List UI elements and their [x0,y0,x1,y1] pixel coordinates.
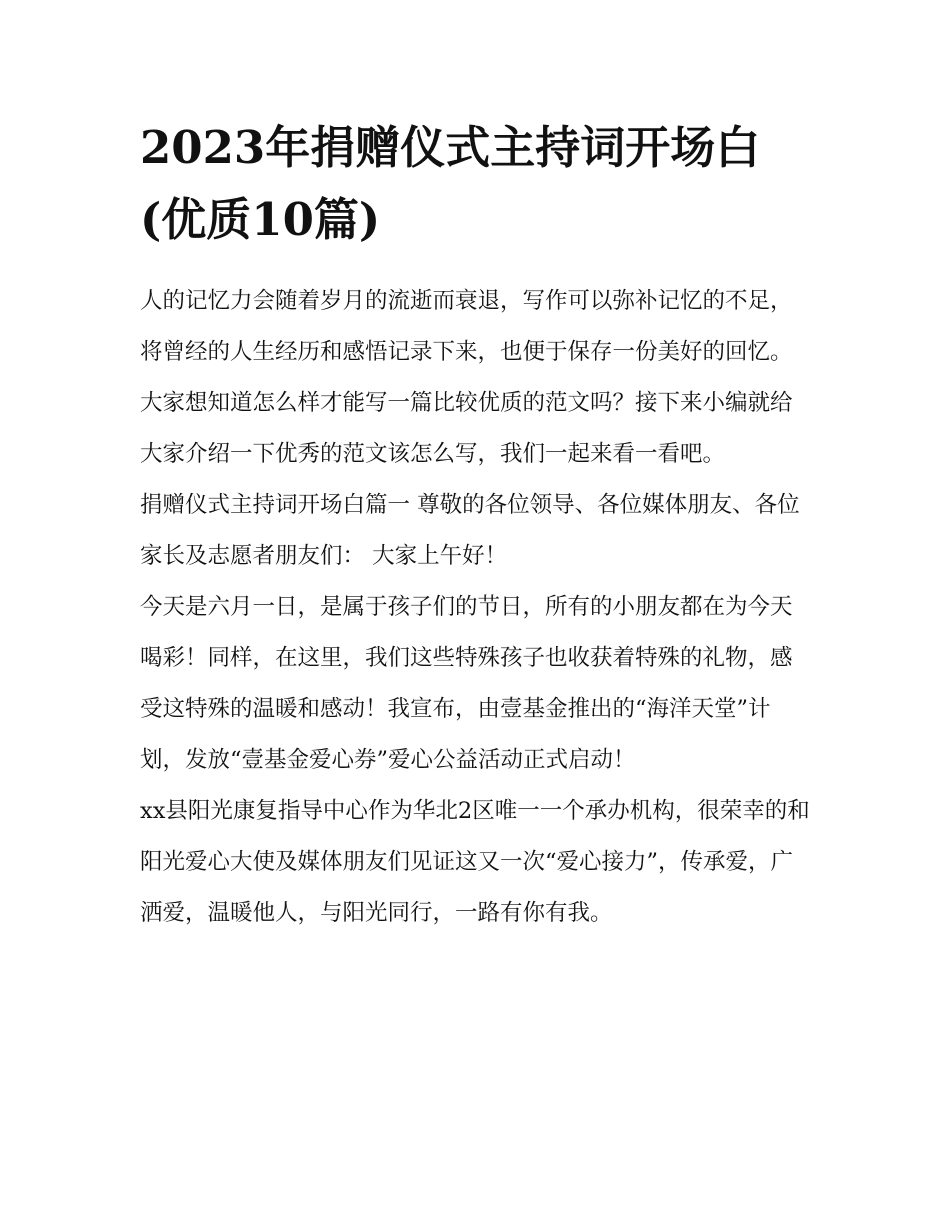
paragraph-launch: 今天是六月一日，是属于孩子们的节日，所有的小朋友都在为今天喝彩！同样，在这里，我们这些特殊孩子也收获着特殊的礼物，感受这特殊的温暖和感动！我宣布，由壹基金推出的“海洋天堂”计划，发放“壹基金爱心券”爱心公益活动正式启动！ [140,594,793,773]
paragraph-center: xx县阳光康复指导中心作为华北2区唯一一个承办机构，很荣幸的和阳光爱心大使及媒体朋友们见证这又一次“爱心接力”，传承爱，广洒爱，温暖他人，与阳光同行，一路有你有我。 [140,798,810,926]
paragraph-intro: 人的记忆力会随着岁月的流逝而衰退，写作可以弥补记忆的不足，将曾经的人生经历和感悟记录下来，也便于保存一份美好的回忆。大家想知道怎么样才能写一篇比较优质的范文吗？接下来小编就给大家介绍一下优秀的范文该怎么写，我们一起来看一看吧。 [140,288,793,467]
document-title: 2023年捐赠仪式主持词开场白(优质10篇) [140,121,761,246]
document-body [140,112,812,939]
paragraph-greeting: 捐赠仪式主持词开场白篇一 尊敬的各位领导、各位媒体朋友、各位家长及志愿者朋友们： 大家上午好！ [140,492,800,569]
